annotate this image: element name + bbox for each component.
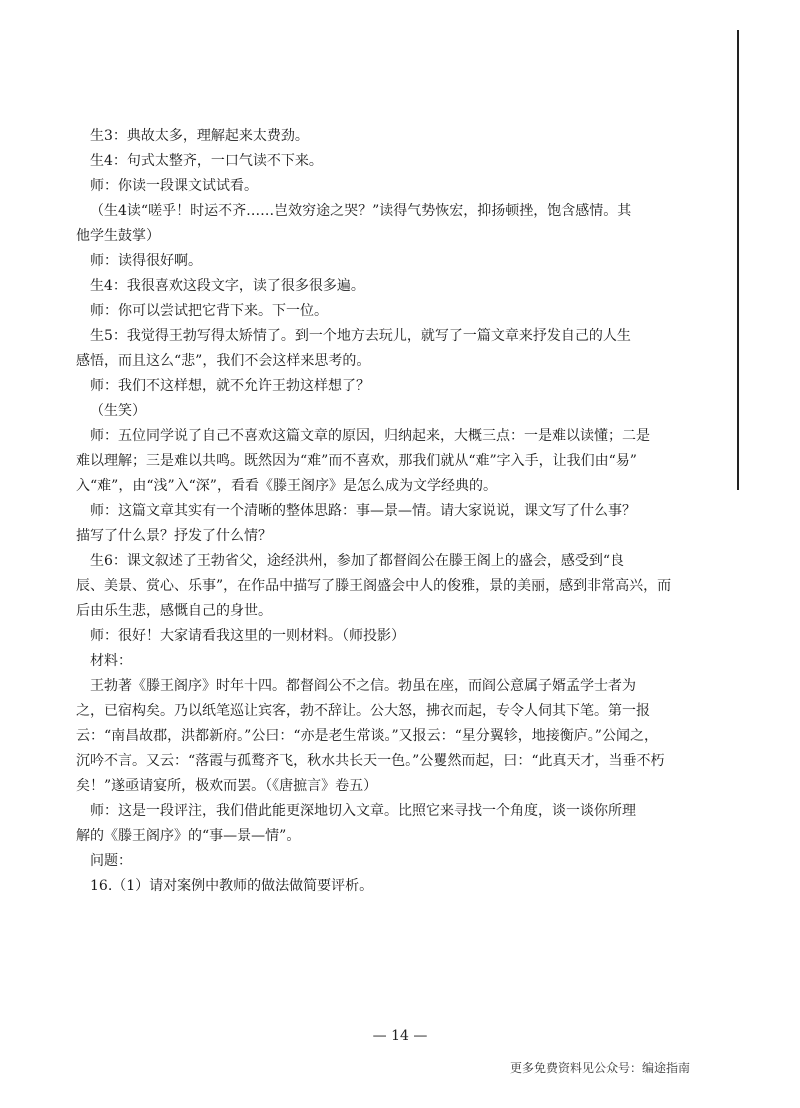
page-number: — 14 — (372, 1028, 428, 1044)
text-line: 师：我们不这样想，就不允许王勃这样想了？ (90, 378, 370, 394)
text-line: 沉吟不言。又云：“落霞与孤鹜齐飞，秋水共长天一色。”公矍然而起，曰：“此真天才，当垂不朽 (76, 753, 665, 769)
text-line: 材料： (90, 653, 132, 669)
text-line: 师：五位同学说了自己不喜欢这篇文章的原因，归纳起来，大概三点：一是难以读懂；二是 (90, 428, 650, 444)
text-line: （生4读“嗟乎！时运不齐……岂效穷途之哭？”读得气势恢宏，抑扬顿挫，饱含感情。其 (90, 203, 632, 219)
text-line: 他学生鼓掌） (76, 228, 160, 244)
footer-note: 更多免费资料见公众号：编途指南 (509, 1061, 690, 1075)
document-body (76, 124, 680, 899)
page-edge-line (737, 30, 739, 490)
text-line: 后由乐生悲，感慨自己的身世。 (76, 603, 272, 619)
text-line: 难以理解；三是难以共鸣。既然因为“难”而不喜欢，那我们就从“难”字入手，让我们由“易” (76, 453, 637, 469)
text-line: 师：这篇文章其实有一个清晰的整体思路：事—景—情。请大家说说，课文写了什么事？ (90, 503, 636, 519)
text-line: 王勃著《滕王阁序》时年十四。都督阎公不之信。勃虽在座，而阎公意属子婿孟学士者为 (90, 678, 636, 694)
text-line: 生3：典故太多，理解起来太费劲。 (90, 128, 309, 144)
text-line: （生笑） (90, 403, 146, 419)
text-line: 生4：句式太整齐，一口气读不下来。 (90, 153, 323, 169)
text-line: 描写了什么景？抒发了什么情？ (76, 528, 272, 544)
text-line: 师：这是一段评注，我们借此能更深地切入文章。比照它来寻找一个角度，谈一谈你所理 (90, 803, 636, 819)
text-line: 生6：课文叙述了王勃省父，途经洪州，参加了都督阎公在滕王阁上的盛会，感受到“良 (90, 553, 625, 569)
text-line: 生4：我很喜欢这段文字，读了很多很多遍。 (90, 278, 365, 294)
text-line: 感悟，而且这么“悲”，我们不会这样来思考的。 (76, 353, 371, 369)
text-line: 入“难”，由“浅”入“深”，看看《滕王阁序》是怎么成为文学经典的。 (76, 478, 497, 494)
text-line: 辰、美景、赏心、乐事”，在作品中描写了滕王阁盛会中人的俊雅，景的美丽，感到非常高兴，而 (76, 578, 672, 594)
text-line: 之，已宿构矣。乃以纸笔巡让宾客，勃不辞让。公大怒，拂衣而起，专令人伺其下笔。第一报 (76, 703, 650, 719)
text-line: 师：读得很好啊。 (90, 253, 202, 269)
text-line: 师：很好！大家请看我这里的一则材料。（师投影） (90, 628, 405, 644)
text-line: 云：“南昌故郡，洪都新府。”公曰：“亦是老生常谈。”又报云：“星分翼轸，地接衡庐。”公闻之， (76, 728, 658, 744)
text-line: 师：你读一段课文试试看。 (90, 178, 258, 194)
text-line: 师：你可以尝试把它背下来。下一位。 (90, 303, 328, 319)
text-line: 问题： (90, 853, 132, 869)
text-line: 生5：我觉得王勃写得太矫情了。到一个地方去玩儿，就写了一篇文章来抒发自己的人生 (90, 328, 631, 344)
question-line: 16.（1）请对案例中教师的做法做简要评析。 (90, 878, 374, 894)
text-line: 矣！”遂亟请宴所，极欢而罢。（《唐摭言》卷五） (76, 778, 378, 794)
text-line: 解的《滕王阁序》的“事—景—情”。 (76, 828, 301, 844)
